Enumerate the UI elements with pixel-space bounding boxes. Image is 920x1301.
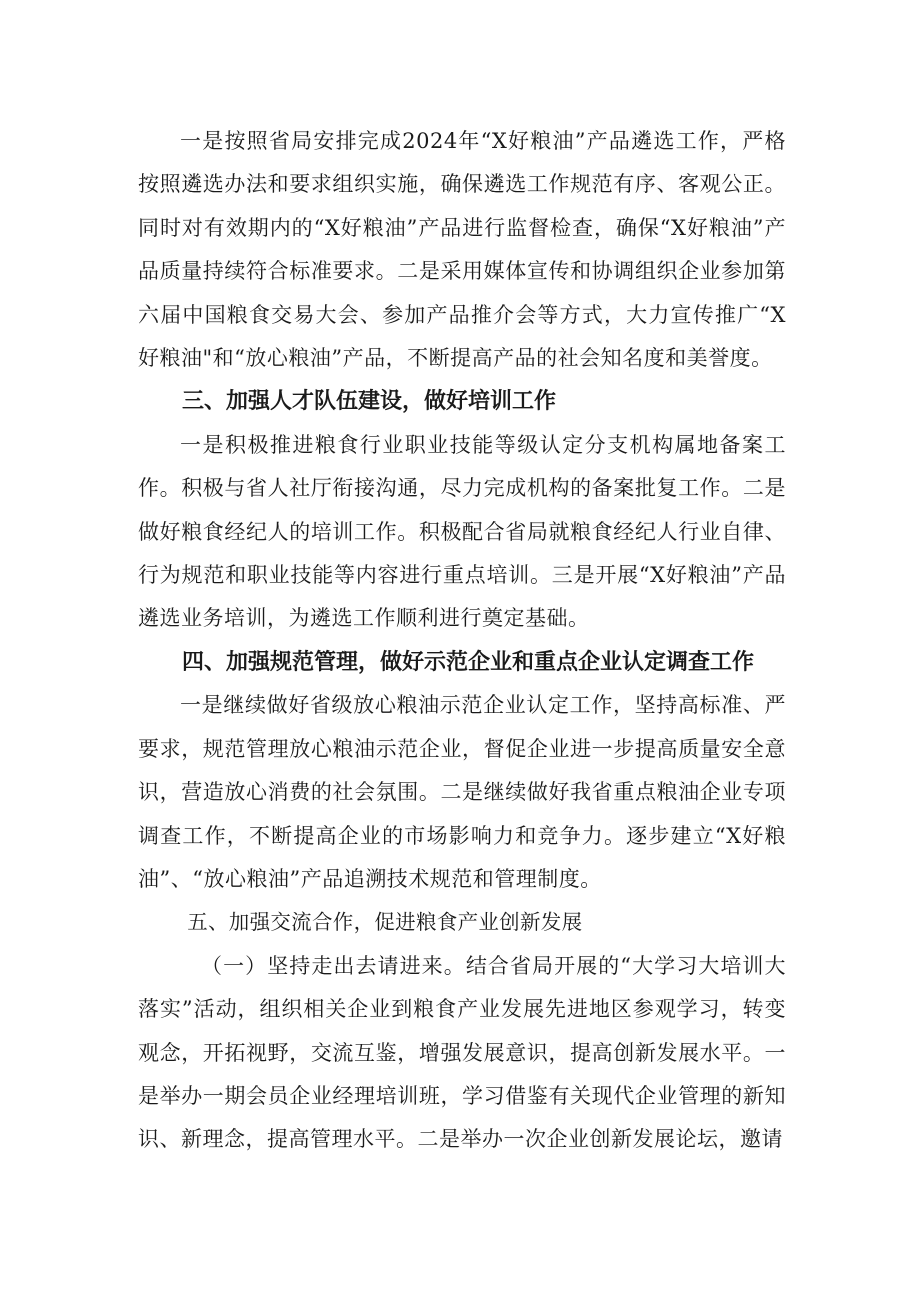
paragraph-product-selection: 一是按照省局安排完成2024年“X好粮油”产品遴选工作，严格按照遴选办法和要求组织实施，确保遴选工作规范有序、客观公正。同时对有效期内的“X好粮油”产品进行监督检查，确保“X好粮油”产品质量持续符合标准要求。二是采用媒体宣传和协调组织企业参加第六届中国粮食交易大会、参加产品推介会等方式，大力宣传推广“X好粮油"和“放心粮油”产品，不断提高产品的社会知名度和美誉度。 bbox=[138, 129, 786, 371]
section-heading-four: 四、加强规范管理，做好示范企业和重点企业认定调查工作 bbox=[182, 649, 755, 675]
paragraph-regulation: 一是继续做好省级放心粮油示范企业认定工作，坚持高标准、严要求，规范管理放心粮油示范企业，督促企业进一步提高质量安全意识，营造放心消费的社会氛围。二是继续做好我省重点粮油企业专项调查工作，不断提高企业的市场影响力和竞争力。逐步建立“X好粮油”、“放心粮油”产品追溯技术规范和管理制度。 bbox=[138, 693, 786, 891]
document-body bbox=[138, 120, 786, 1162]
section-heading-five: 五、加强交流合作，促进粮食产业创新发展 bbox=[187, 910, 583, 935]
paragraph-training: 一是积极推进粮食行业职业技能等级认定分支机构属地备案工作。积极与省人社厅衔接沟通，尽力完成机构的备案批复工作。二是做好粮食经纪人的培训工作。积极配合省局就粮食经纪人行业自律、行为规范和职业技能等内容进行重点培训。三是开展“X好粮油”产品遴选业务培训，为遴选工作顺利进行奠定基础。 bbox=[138, 432, 786, 631]
paragraph-exchange: （一）坚持走出去请进来。结合省局开展的“大学习大培训大落实”活动，组织相关企业到粮食产业发展先进地区参观学习，转变观念，开拓视野，交流互鉴，增强发展意识，提高创新发展水平。一是举办一期会员企业经理培训班，学习借鉴有关现代企业管理的新知识、新理念，提高管理水平。二是举办一次企业创新发展论坛，邀请 bbox=[138, 953, 786, 1152]
section-heading-three: 三、加强人才队伍建设，做好培训工作 bbox=[182, 389, 557, 415]
